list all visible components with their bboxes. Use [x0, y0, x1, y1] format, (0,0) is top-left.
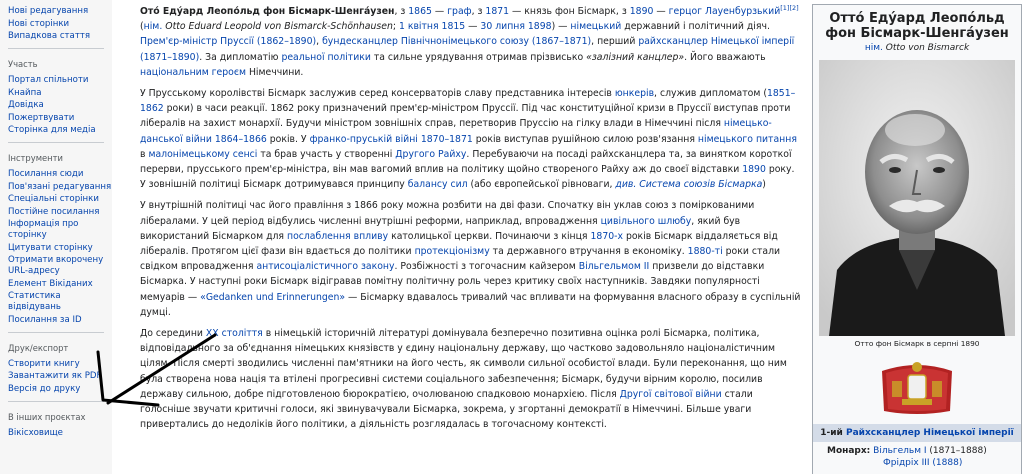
sidebar-item-new-pages[interactable]: Нові сторінки — [8, 18, 70, 29]
sidebar-item-commons[interactable]: Вікісховище — [8, 427, 63, 438]
text: ( — [140, 21, 144, 33]
text: та державного втручання в економіку. — [489, 246, 688, 258]
article-subject-name: Ото́ Еду́ард Леопо́льд фон Бісмарк-Шенга́узен — [140, 6, 395, 17]
sidebar-item-village-pump[interactable]: Кнайпа — [8, 87, 42, 98]
text: , з — [394, 6, 409, 17]
link-german-lang[interactable]: нім. — [143, 21, 163, 33]
article-paragraph-4 — [140, 326, 802, 432]
link-civil-marriage[interactable]: цивільного шлюбу — [600, 215, 692, 227]
link-protectionism[interactable]: протекціонізму — [414, 246, 490, 258]
text: . Перебуваючи на посаді райхсканцлера та, за винятком короткої перерви, прусського прем'єр-міністра, він мав вагомий вплив на політику щойно створеного Райху аж до своєї відставки — [140, 148, 792, 176]
portrait-photo[interactable] — [819, 60, 1015, 336]
original-name: Otto Eduard Leopold von Bismarck-Schönhausen — [165, 21, 393, 33]
text: — князь фон Бісмарк, з — [509, 6, 630, 17]
sidebar-heading-print-export: Друк/експорт — [8, 342, 69, 353]
coat-of-arms-image — [872, 359, 962, 417]
sidebar-item-community-portal[interactable]: Портал спільноти — [8, 75, 89, 85]
text: . За дипломатію — [199, 51, 282, 63]
sidebar-item-link-by-id[interactable]: Посилання за ID — [8, 314, 82, 325]
sidebar-heading-participation: Участь — [8, 59, 38, 69]
text: , який був використаний Бісмарком для — [140, 215, 741, 242]
text: ) — [762, 179, 766, 191]
sidebar-item-cite-page[interactable]: Цитувати сторінку — [8, 242, 93, 253]
link-franco-prussian-war[interactable]: франко-пруській війні 1870–1871 — [309, 133, 473, 145]
coat-of-arms-icon[interactable] — [872, 359, 962, 417]
text: в німецькій історичній літературі домінувала безперечно позитивна оцінка ролі Бісмарка, політика, відповідального за об'єднання німецьких князівств у єдину національну державу, що частково задовольняло націоналістичним цілям. Після смерті зводились численні пам'ятники на його честь, як символи сильної особистої влади. Були переконання, що ним була створена нова нація та втілені прогресивні системи соціального забезпечення; Бісмарк, будучи вірним королю, посилив державу сильною, добре підготовленою бюрократією, очолюваною спадковою монархією. Після — [140, 328, 787, 400]
link-junkers[interactable]: юнкерів — [614, 88, 655, 100]
text: — — [653, 6, 669, 17]
link-realpolitik[interactable]: реальної політики — [281, 51, 371, 63]
sidebar-item-permanent-link[interactable]: Постійне посилання — [8, 206, 100, 217]
text: — — [465, 21, 481, 33]
infobox-subtitle — [813, 42, 1021, 54]
sidebar-divider — [8, 142, 104, 143]
text: ; — [392, 21, 399, 33]
infobox-office — [813, 424, 1021, 442]
link-danish-war[interactable]: німецько-данської війни 1864–1866 — [140, 118, 772, 145]
link-lesser-germany[interactable]: малонімецькому сенсі — [148, 148, 258, 160]
text: та сильне урядування отримав прізвисько — [370, 51, 587, 63]
text: року. У зовнішній політиці Бісмарк дотримувався принципу — [140, 164, 795, 191]
sidebar-item-page-views[interactable]: Статистика відвідувань — [8, 291, 61, 312]
text: (або європейської рівноваги, — [467, 179, 616, 191]
link-1851-1862[interactable]: 1851–1862 — [140, 88, 796, 115]
text: роки) в часи реакції. 1862 року призначений прем'єр-міністром Пруссії. Під час конституційної кризи в Пруссії виступав проти лібералів на захист монархії. Будучи міністром зовнішніх справ, перетворив Пруссію на гілку влади в Німеччині після — [140, 103, 791, 130]
article-paragraph-lead — [140, 4, 802, 80]
sidebar-item-wikidata-item[interactable]: Елемент Вікіданих — [8, 278, 93, 289]
link-prussia-pm[interactable]: Прем'єр-міністр Пруссії (1862–1890) — [140, 36, 317, 48]
link-second-reich[interactable]: Другого Райху — [395, 148, 467, 160]
sidebar-item-short-url[interactable]: Отримати вкорочену URL-адресу — [8, 255, 104, 276]
link-national-hero[interactable]: національним героєм — [140, 66, 246, 78]
text: У внутрішній політиці час його правління з 1866 року можна розбити на дві фази. Спочатку він уклав союз з поміркованими лібералами. У цей період відбулись численні внутрішні реформи, наприклад, впровадження — [140, 200, 755, 227]
monarch-link[interactable]: Вільгельм I — [873, 446, 927, 456]
text: — Бісмарку вдавалось тривалий час впливати на формування власного образу в суспільній думці. — [140, 291, 801, 318]
sidebar-heading-tools: Інструменти — [8, 153, 63, 163]
text: стали голосніше звучати критичні голоси, які звинувачували Бісмарка, зокрема, у згортанні демократії в Німеччині. Більше уваги привертались до недоліків його політики, а діяльність розглядалась в тогочасному контексті. — [140, 388, 753, 431]
infobox — [812, 4, 1022, 474]
text: , — [316, 36, 323, 48]
sidebar-divider — [8, 401, 104, 402]
sidebar — [0, 0, 112, 474]
link-birth-date[interactable]: 1 квітня 1815 — [398, 21, 466, 33]
link-alliance-system[interactable]: див. Система союзів Бісмарка — [615, 179, 763, 191]
infobox-monarch-row-2[interactable]: Фрідріх III (1888) — [883, 458, 963, 468]
sidebar-item-printable-version[interactable]: Версія до друку — [8, 383, 81, 394]
link-death-date[interactable]: 30 липня 1898 — [480, 21, 552, 33]
link-memoirs[interactable]: «Gedanken und Erinnerungen» — [200, 291, 346, 303]
link-20th-century[interactable]: XX століття — [205, 328, 263, 340]
text: років. У — [266, 133, 310, 145]
text: призвели до відставки Бісмарка. У наступні роки Бісмарк відігравав помітну політичну роль через критику своїх наступників. Завдяки популярності мемуарів — — [140, 261, 765, 303]
text: , служив дипломатом ( — [654, 88, 767, 100]
sidebar-item-media-page[interactable]: Сторінка для медіа — [8, 125, 96, 135]
sidebar-item-recent-changes[interactable]: Нові редагування — [8, 6, 89, 16]
text: До середини — [140, 328, 206, 340]
infobox-original-name: Otto von Bismarck — [885, 43, 970, 53]
sidebar-item-special-pages[interactable]: Спеціальні сторінки — [8, 194, 99, 204]
sidebar-item-random-article[interactable]: Випадкова стаття — [8, 31, 90, 41]
sidebar-item-related-changes[interactable]: Пов'язані редагування — [8, 181, 112, 192]
link-bundeskanzler[interactable]: бундесканцлер Північнонімецького союзу (1867–1871) — [322, 36, 592, 48]
link-ww2[interactable]: Другої світової війни — [619, 388, 722, 400]
portrait-image — [819, 60, 1015, 336]
text: років виступав рушійною силою розв'язання — [472, 133, 698, 145]
link-german[interactable]: німецький — [570, 21, 622, 33]
text: ) — — [551, 21, 571, 33]
link-reichskanzler[interactable]: райхсканцлер Німецької імперії (1871–1890) — [140, 36, 795, 63]
sidebar-item-download-pdf[interactable]: Завантажити як PDF — [8, 371, 102, 381]
text: . Його вважають — [684, 51, 766, 63]
link-duke-lauenburg[interactable]: герцог Лауенбурзький — [668, 6, 781, 17]
article-paragraph-2 — [140, 86, 802, 192]
sidebar-item-create-book[interactable]: Створити книгу — [8, 358, 80, 369]
infobox-lang-link[interactable]: нім. — [864, 43, 883, 53]
office-prefix: 1-ий — [820, 428, 846, 438]
link-balance-of-power[interactable]: балансу сил — [407, 179, 468, 191]
link-1890-year[interactable]: 1890 — [742, 164, 766, 176]
text: — — [431, 6, 448, 17]
portrait-caption: Отто фон Бісмарк в серпні 1890 — [854, 339, 980, 348]
link-1890[interactable]: 1890 — [629, 6, 654, 17]
sidebar-item-donate[interactable]: Пожертвувати — [8, 112, 75, 123]
text: католицької церкви. Починаючи з кінця — [388, 230, 591, 242]
text: , перший — [591, 36, 639, 48]
text: та брав участь у створенні — [257, 148, 396, 160]
text: Німеччини. — [245, 66, 304, 78]
text: . Розбіжності з тогочасним кайзером — [394, 261, 579, 273]
nickname: «залізний канцлер» — [586, 51, 685, 63]
monarch-label: Монарх: — [827, 446, 871, 456]
infobox-title: Отто́ Еду́ард Леопо́льд фон Бісмарк-Шенга́узен — [825, 11, 1009, 41]
sidebar-item-what-links-here[interactable]: Посилання сюди — [8, 169, 84, 179]
infobox-monarch-row — [813, 442, 1021, 457]
sidebar-item-help[interactable]: Довідка — [8, 100, 44, 110]
article-body — [120, 0, 810, 474]
sidebar-divider — [8, 48, 104, 49]
link-kulturkampf[interactable]: послаблення впливу — [286, 230, 389, 242]
link-wilhelm-ii[interactable]: Вільгельмом II — [578, 261, 650, 273]
text: роки стали свідком впровадження — [140, 246, 781, 273]
office-link[interactable]: Райхсканцлер Німецької імперії — [845, 428, 1014, 438]
text: в — [140, 148, 149, 160]
link-1880s[interactable]: 1880-ті — [687, 246, 723, 258]
link-german-question[interactable]: німецького питання — [697, 133, 797, 145]
text: років Бісмарк віддаляється від лібералів. Протягом цієї фази він вдається до політики — [140, 230, 778, 258]
sidebar-heading-other-projects: В інших проєктах — [8, 411, 86, 422]
monarch-years: (1871–1888) — [929, 446, 987, 456]
sidebar-divider — [8, 332, 104, 333]
link-1865[interactable]: 1865 — [408, 6, 432, 17]
text: У Прусському королівстві Бісмарк заслужив серед консерваторів славу представника інтересів — [140, 88, 615, 100]
link-1870s[interactable]: 1870-х — [590, 230, 624, 242]
text: державний і політичний діяч. — [621, 21, 770, 33]
link-anti-socialist-law[interactable]: антисоціалістичного закону — [256, 261, 395, 273]
text: , з — [471, 6, 486, 17]
link-1871[interactable]: 1871 — [485, 6, 510, 17]
article-paragraph-3 — [140, 198, 802, 320]
sidebar-item-page-info[interactable]: Інформація про сторінку — [8, 219, 79, 240]
reference-link[interactable]: [1][2] — [780, 3, 799, 12]
link-count[interactable]: граф — [447, 6, 472, 17]
